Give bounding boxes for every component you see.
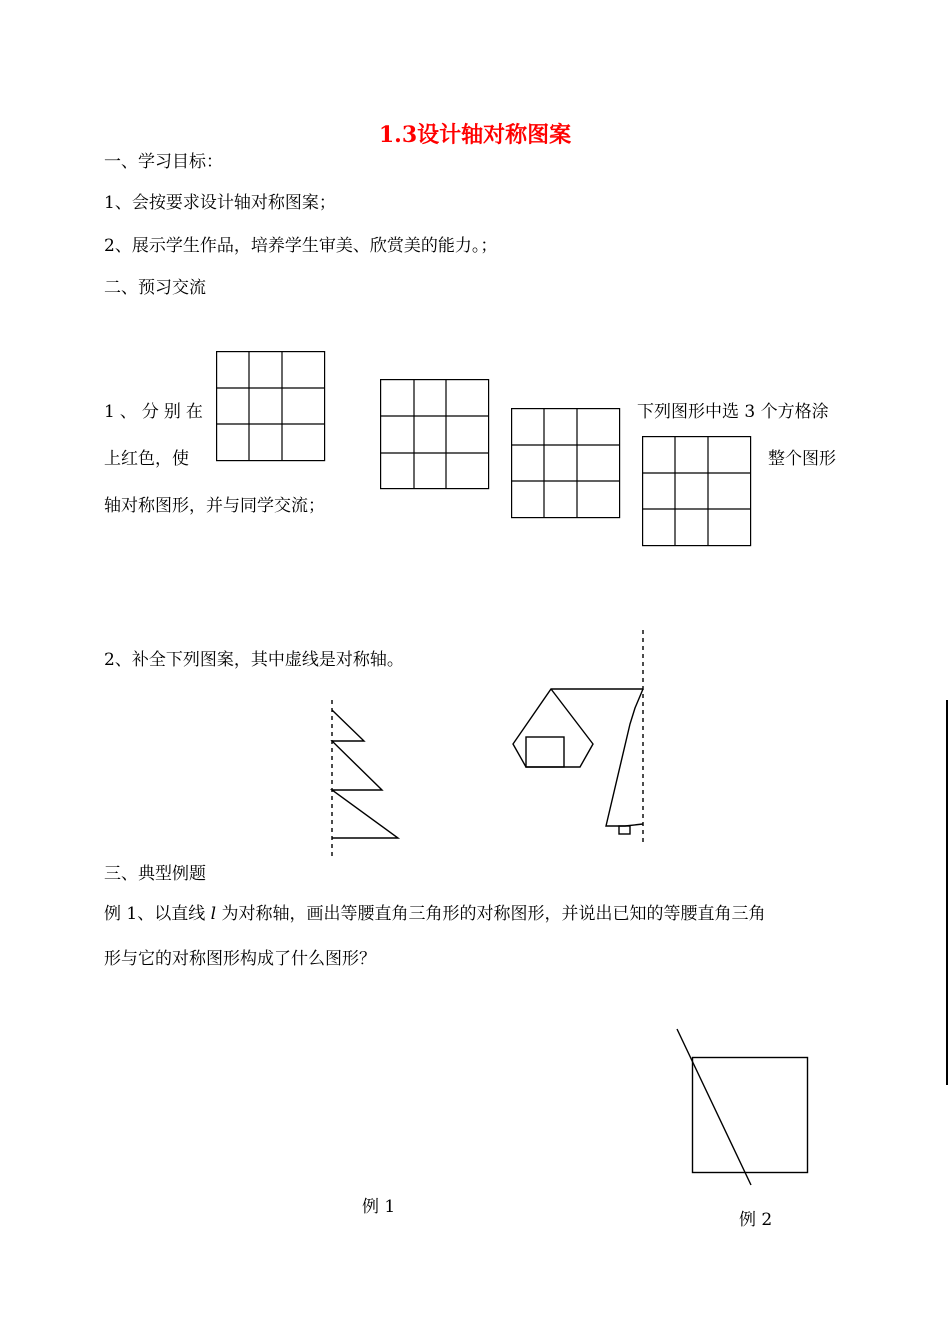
caption-example-2: 例 2 [739, 1210, 773, 1230]
caption-example-1: 例 1 [362, 1197, 396, 1217]
page-edge-marker [946, 700, 948, 1085]
q1-text-part-b: 下列图形中选 3 个方格涂 [637, 402, 829, 422]
grid-3x3-1 [216, 351, 326, 462]
section-heading-goals: 一、学习目标： [104, 152, 223, 172]
grid-3x3-4 [642, 436, 752, 547]
q1-text-part-e: 轴对称图形，并与同学交流； [104, 496, 325, 516]
page-title: 1.3设计轴对称图案 [378, 122, 572, 148]
variable-l: l [210, 904, 217, 924]
example-1-prefix: 例 1、以直线 [104, 904, 211, 924]
q1-text-part-c: 上红色，使 [104, 449, 189, 469]
q1-text-part-d: 整个图形 [768, 449, 836, 469]
example-1-text [104, 904, 765, 924]
section-heading-preview: 二、预习交流 [104, 278, 206, 298]
grid-3x3-3 [511, 408, 621, 519]
example-2-figure [670, 1026, 815, 1191]
example-1-rest: 为对称轴，画出等腰直角三角形的对称图形，并说出已知的等腰直角三角 [216, 904, 766, 924]
q1-text-part-a: 1、分别在 [104, 402, 208, 422]
lamp-half-figure [508, 628, 653, 848]
example-1-text-line2: 形与它的对称图形构成了什么图形？ [104, 949, 376, 969]
goal-item-1: 1、会按要求设计轴对称图案； [104, 193, 336, 213]
section-heading-examples: 三、典型例题 [104, 864, 206, 884]
tree-half-figure [322, 698, 412, 860]
q2-text: 2、补全下列图案，其中虚线是对称轴。 [104, 650, 404, 670]
grid-3x3-2 [380, 379, 490, 490]
goal-item-2: 2、展示学生作品，培养学生审美、欣赏美的能力。； [104, 236, 498, 256]
